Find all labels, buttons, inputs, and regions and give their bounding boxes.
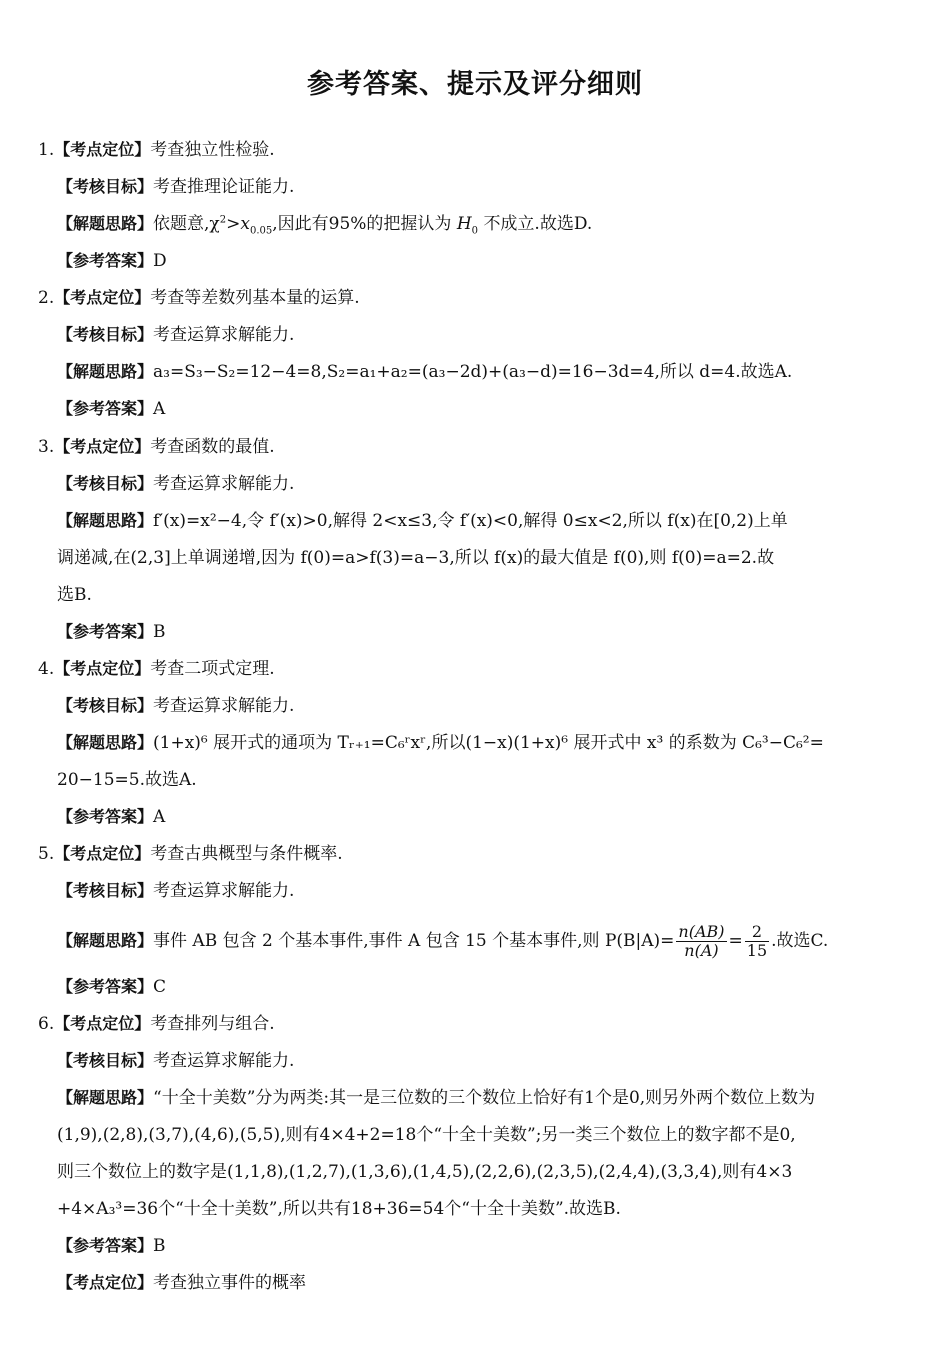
q1-silu-a: 依题意,χ xyxy=(153,214,220,234)
q6-kaodian xyxy=(38,1012,275,1036)
q6-mubiao-text: 考查运算求解能力. xyxy=(153,1051,295,1071)
label-kaodian: 【考点定位】 xyxy=(54,288,151,307)
q6-silu-line2: (1,9),(2,8),(3,7),(4,6),(5,5),则有4×4+2=18个“十全十美数”;另一类三个数位上的数字都不是0, xyxy=(57,1125,796,1145)
q5-mubiao xyxy=(57,879,294,903)
q4-daan xyxy=(57,805,165,829)
q1-silu-end: 不成立.故选D. xyxy=(483,214,593,234)
q5-daan xyxy=(57,975,166,999)
q5-fraction-2 xyxy=(745,923,769,960)
q2-mubiao xyxy=(57,323,294,347)
q3-kaodian xyxy=(38,435,275,459)
q2-daan xyxy=(57,397,165,421)
label-mubiao: 【考核目标】 xyxy=(57,177,154,196)
label-daan: 【参考答案】 xyxy=(57,977,154,996)
label-silu: 【解题思路】 xyxy=(57,1088,154,1107)
q1-answer: D xyxy=(153,251,167,271)
label-silu: 【解题思路】 xyxy=(57,733,154,752)
q2-silu-text: a₃=S₃−S₂=12−4=8,S₂=a₁+a₂=(a₃−2d)+(a₃−d)=16−3d=4,所以 d=4.故选A. xyxy=(153,362,793,382)
q6-silu-cont xyxy=(57,1123,796,1147)
q3-mubiao xyxy=(57,472,294,496)
q5-mubiao-text: 考查运算求解能力. xyxy=(153,881,295,901)
q6-mubiao xyxy=(57,1049,294,1073)
q4-mubiao-text: 考查运算求解能力. xyxy=(153,696,295,716)
label-mubiao: 【考核目标】 xyxy=(57,1051,154,1070)
label-daan: 【参考答案】 xyxy=(57,622,154,641)
label-kaodian: 【考点定位】 xyxy=(57,1273,154,1292)
q4-mubiao xyxy=(57,694,294,718)
q5-kaodian xyxy=(38,842,343,866)
q6-silu-line3: 则三个数位上的数字是(1,1,8),(1,2,7),(1,3,6),(1,4,5),(2,2,6),(2,3,5),(2,4,4),(3,3,4),则有4×3 xyxy=(57,1162,793,1182)
q1-silu-sub: 0.05 xyxy=(249,225,273,237)
q1-silu-h-sub: 0 xyxy=(471,225,479,237)
label-silu: 【解题思路】 xyxy=(57,362,154,381)
label-mubiao: 【考核目标】 xyxy=(57,696,154,715)
q1-daan xyxy=(57,249,167,273)
q3-number: 3. xyxy=(38,437,55,457)
q6-silu-line4: +4×A₃³=36个“十全十美数”,所以共有18+36=54个“十全十美数”.故选B. xyxy=(57,1199,621,1219)
q5-frac2-num: 2 xyxy=(745,923,769,942)
q5-fraction-1 xyxy=(676,923,726,960)
q4-silu-line2: 20−15=5.故选A. xyxy=(57,770,197,790)
q7-kaodian-text: 考查独立事件的概率 xyxy=(153,1273,307,1293)
q1-silu xyxy=(57,212,592,236)
label-mubiao: 【考核目标】 xyxy=(57,474,154,493)
q3-silu xyxy=(57,509,788,533)
label-kaodian: 【考点定位】 xyxy=(54,1014,151,1033)
q1-kaodian xyxy=(38,138,275,162)
label-daan: 【参考答案】 xyxy=(57,807,154,826)
q3-answer: B xyxy=(153,622,166,642)
q6-answer: B xyxy=(153,1236,166,1256)
q4-kaodian xyxy=(38,657,275,681)
q2-mubiao-text: 考查运算求解能力. xyxy=(153,325,295,345)
q5-kaodian-text: 考查古典概型与条件概率. xyxy=(150,844,343,864)
label-daan: 【参考答案】 xyxy=(57,1236,154,1255)
q4-silu-line1: (1+x)⁶ 展开式的通项为 Tᵣ₊₁=C₆ʳxʳ,所以(1−x)(1+x)⁶ 展开式中 x³ 的系数为 C₆³−C₆²= xyxy=(153,733,824,753)
q5-silu-pre: 事件 AB 包含 2 个基本事件,事件 A 包含 15 个基本事件,则 P(B|A)= xyxy=(153,931,675,951)
label-kaodian: 【考点定位】 xyxy=(54,437,151,456)
q6-silu xyxy=(57,1086,815,1110)
q3-silu-line3: 选B. xyxy=(57,585,92,605)
label-mubiao: 【考核目标】 xyxy=(57,881,154,900)
label-silu: 【解题思路】 xyxy=(57,931,154,950)
label-mubiao: 【考核目标】 xyxy=(57,325,154,344)
q1-kaodian-text: 考查独立性检验. xyxy=(150,140,275,160)
q6-silu-cont3 xyxy=(57,1197,621,1221)
q2-number: 2. xyxy=(38,288,55,308)
q4-silu-cont xyxy=(57,768,197,792)
q3-silu-line2: 调递减,在(2,3]上单调递增,因为 f(0)=a>f(3)=a−3,所以 f(x)的最大值是 f(0),则 f(0)=a=2.故 xyxy=(57,548,775,568)
q5-frac1-den: n(A) xyxy=(684,941,719,960)
q1-silu-h: H xyxy=(456,214,472,234)
q4-silu xyxy=(57,731,824,755)
label-daan: 【参考答案】 xyxy=(57,251,154,270)
q3-silu-cont xyxy=(57,546,774,570)
q1-silu-sup: 2 xyxy=(219,214,227,226)
q6-number: 6. xyxy=(38,1014,55,1034)
q3-daan xyxy=(57,620,166,644)
q2-answer: A xyxy=(153,399,166,419)
q3-mubiao-text: 考查运算求解能力. xyxy=(153,474,295,494)
q4-answer: A xyxy=(153,807,166,827)
q7-kaodian xyxy=(57,1271,306,1295)
label-silu: 【解题思路】 xyxy=(57,511,154,530)
label-kaodian: 【考点定位】 xyxy=(54,140,151,159)
label-kaodian: 【考点定位】 xyxy=(54,844,151,863)
label-silu: 【解题思路】 xyxy=(57,214,154,233)
q6-daan xyxy=(57,1234,166,1258)
label-kaodian: 【考点定位】 xyxy=(54,659,151,678)
q1-silu-c: >x xyxy=(226,214,250,234)
q3-kaodian-text: 考查函数的最值. xyxy=(150,437,275,457)
q2-kaodian xyxy=(38,286,360,310)
q5-frac2-den: 15 xyxy=(746,941,768,960)
q3-silu-line1: f′(x)=x²−4,令 f′(x)>0,解得 2<x≤3,令 f′(x)<0,解得 0≤x<2,所以 f(x)在[0,2)上单 xyxy=(153,511,788,531)
q4-kaodian-text: 考查二项式定理. xyxy=(150,659,275,679)
q6-kaodian-text: 考查排列与组合. xyxy=(150,1014,275,1034)
q4-number: 4. xyxy=(38,659,55,679)
q5-silu xyxy=(57,922,828,960)
q5-equals: = xyxy=(728,931,743,951)
q2-kaodian-text: 考查等差数列基本量的运算. xyxy=(150,288,360,308)
q5-silu-post: .故选C. xyxy=(771,931,829,951)
q5-number: 5. xyxy=(38,844,55,864)
q2-silu xyxy=(57,360,792,384)
q1-mubiao-text: 考查推理论证能力. xyxy=(153,177,295,197)
q5-frac1-num: n(AB) xyxy=(678,922,725,941)
page-title: 参考答案、提示及评分细则 xyxy=(307,69,643,100)
label-daan: 【参考答案】 xyxy=(57,399,154,418)
q1-number: 1. xyxy=(38,140,55,160)
q1-mubiao xyxy=(57,175,294,199)
q6-silu-cont2 xyxy=(57,1160,792,1184)
q6-silu-line1: “十全十美数”分为两类:其一是三位数的三个数位上恰好有1个是0,则另外两个数位上数为 xyxy=(153,1088,816,1108)
q3-silu-cont2 xyxy=(57,583,92,607)
q5-answer: C xyxy=(153,977,167,997)
q1-silu-e: ,因此有95%的把握认为 xyxy=(272,214,452,234)
